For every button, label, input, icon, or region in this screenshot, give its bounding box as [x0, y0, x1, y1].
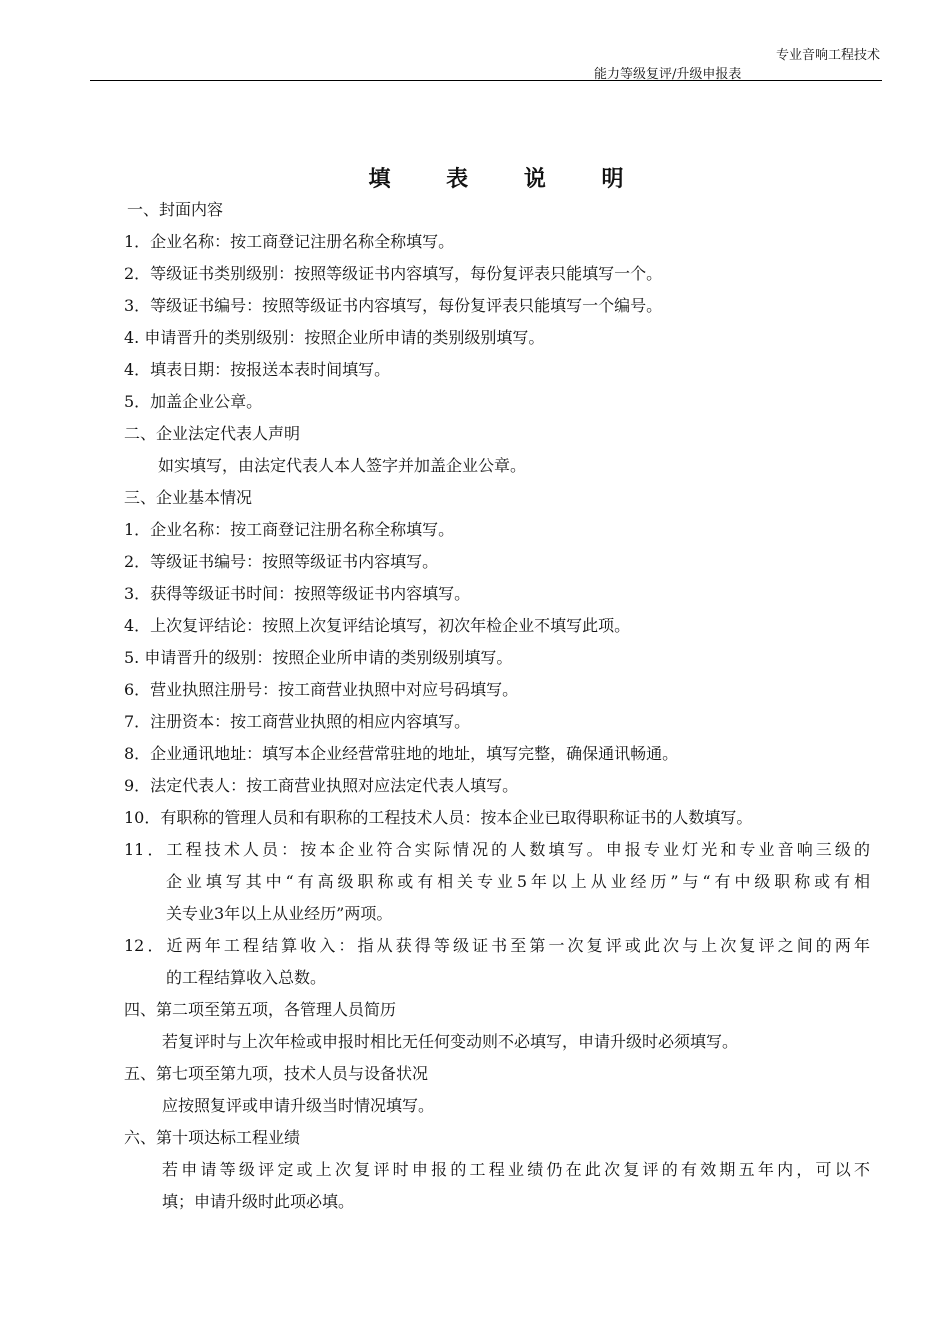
- section-body: 应按照复评或申请升级当时情况填写。: [162, 1096, 435, 1115]
- list-item-continuation: 的工程结算收入总数。: [166, 968, 327, 987]
- list-item: 2．等级证书类别级别：按照等级证书内容填写，每份复评表只能填写一个。: [124, 264, 663, 283]
- list-item: 6．营业执照注册号：按工商营业执照中对应号码填写。: [124, 680, 519, 699]
- section-heading: 四、第二项至第五项，各管理人员简历: [124, 1000, 397, 1019]
- header-subtitle: 能力等级复评/升级申报表: [594, 67, 742, 82]
- list-item: 2．等级证书编号：按照等级证书内容填写。: [124, 552, 439, 571]
- list-item: 5．加盖企业公章。: [124, 392, 263, 411]
- section-body: 如实填写，由法定代表人本人签字并加盖企业公章。: [158, 456, 527, 475]
- list-item: 9．法定代表人：按工商营业执照对应法定代表人填写。: [124, 776, 519, 795]
- list-item: 4. 申请晋升的类别级别：按照企业所申请的类别级别填写。: [124, 328, 545, 347]
- list-item: 12．近两年工程结算收入：指从获得等级证书至第一次复评或此次与上次复评之间的两年: [124, 936, 870, 955]
- list-item: 4．上次复评结论：按照上次复评结论填写，初次年检企业不填写此项。: [124, 616, 631, 635]
- list-item: 8．企业通讯地址：填写本企业经营常驻地的地址，填写完整，确保通讯畅通。: [124, 744, 679, 763]
- section-heading: 一、封面内容: [127, 200, 224, 219]
- section-body: 若申请等级评定或上次复评时申报的工程业绩仍在此次复评的有效期五年内，可以不: [162, 1160, 870, 1179]
- section-heading: 二、企业法定代表人声明: [124, 424, 301, 443]
- header-rule: [90, 80, 882, 81]
- list-item: 3．获得等级证书时间：按照等级证书内容填写。: [124, 584, 471, 603]
- list-item: 3．等级证书编号：按照等级证书内容填写，每份复评表只能填写一个编号。: [124, 296, 663, 315]
- list-item: 1．企业名称：按工商登记注册名称全称填写。: [124, 520, 455, 539]
- list-item-continuation: 关专业3年以上从业经历”两项。: [166, 904, 393, 923]
- section-heading: 六、第十项达标工程业绩: [124, 1128, 301, 1147]
- section-body: 若复评时与上次年检或申报时相比无任何变动则不必填写，申请升级时必须填写。: [162, 1032, 739, 1051]
- list-item: 4．填表日期：按报送本表时间填写。: [124, 360, 391, 379]
- list-item: 10．有职称的管理人员和有职称的工程技术人员：按本企业已取得职称证书的人数填写。: [124, 808, 753, 827]
- list-item-continuation: 企业填写其中“有高级职称或有相关专业5年以上从业经历”与“有中级职称或有相: [166, 872, 870, 891]
- list-item: 5. 申请晋升的级别：按照企业所申请的类别级别填写。: [124, 648, 513, 667]
- list-item: 7．注册资本：按工商营业执照的相应内容填写。: [124, 712, 471, 731]
- page-title: 填 表 说 明: [368, 166, 648, 192]
- list-item: 1．企业名称：按工商登记注册名称全称填写。: [124, 232, 455, 251]
- section-heading: 三、企业基本情况: [124, 488, 253, 507]
- section-body-continuation: 填；申请升级时此项必填。: [162, 1192, 355, 1211]
- list-item: 11．工程技术人员：按本企业符合实际情况的人数填写。申报专业灯光和专业音响三级的: [124, 840, 870, 859]
- section-heading: 五、第七项至第九项，技术人员与设备状况: [124, 1064, 429, 1083]
- header-top-right: 专业音响工程技术: [775, 48, 880, 63]
